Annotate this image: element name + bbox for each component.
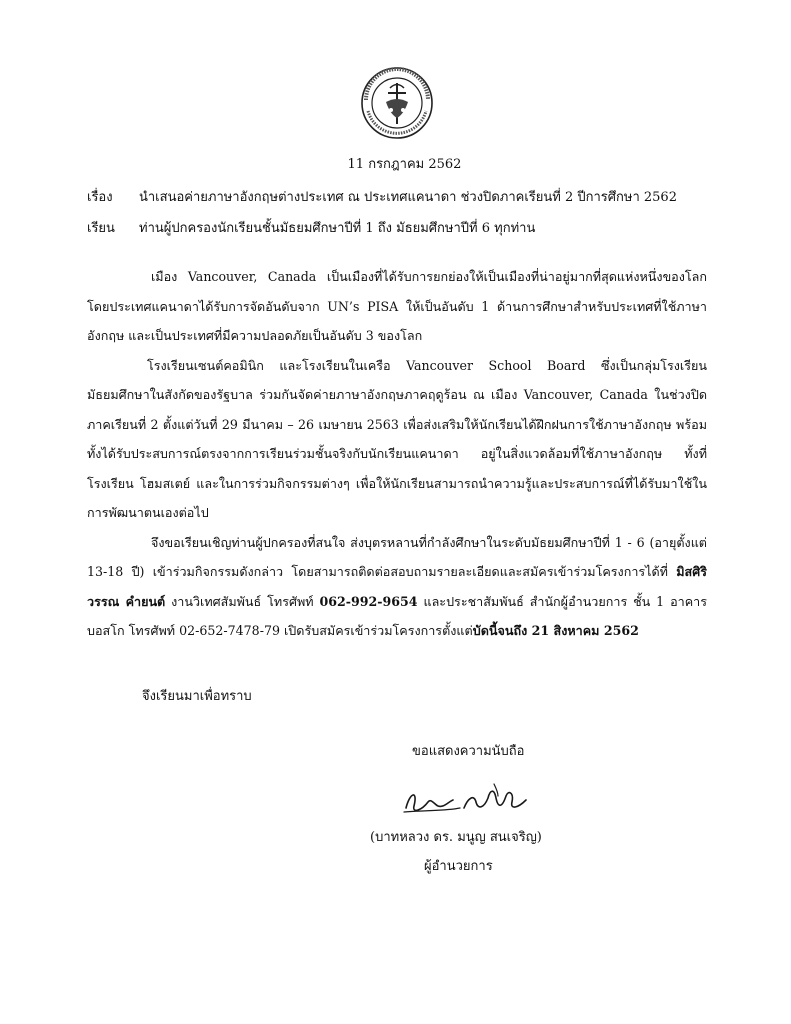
paragraph-invitation (87, 528, 707, 646)
recipient-row (87, 217, 535, 238)
school-seal-icon (360, 66, 434, 140)
application-deadline: บัดนี้จนถึง 21 สิงหาคม 2562 (472, 623, 639, 638)
contact-office: งานวิเทศสัมพันธ์ โทรศัพท์ (165, 593, 320, 609)
subject-row (87, 186, 677, 207)
recipient-text: ท่านผู้ปกครองนักเรียนชั้นมัธยมศึกษาปีที่ 1 ถึง มัธยมศึกษาปีที่ 6 ทุกท่าน (139, 221, 536, 236)
recipient-label: เรียน (87, 221, 115, 236)
regards-line: ขอแสดงความนับถือ (412, 744, 525, 759)
paragraph-vancouver: เมือง Vancouver, Canada เป็นเมืองที่ได้รับการยกย่องให้เป็นเมืองที่น่าอยู่มากที่สุดแห่งหนึ่งของโลก โดยประเทศแคนาดาได้รับการจัดอันดับจาก UN’s PISA ให้เป็นอันดับ 1 ด้านการศึกษาสำหรับประเทศที่ใช้ภาษาอังกฤษ และเป็นประเทศที่มีความปลอดภัยเป็นอันดับ 3 ของโลก (87, 269, 707, 343)
contact-phone: 062-992-9654 (319, 593, 418, 609)
paragraph-program: โรงเรียนเซนต์คอมินิก และโรงเรียนในเครือ Vancouver School Board ซึ่งเป็นกลุ่มโรงเรียนมัธยมศึกษาในสังกัดของรัฐบาล ร่วมกันจัดค่ายภาษาอังกฤษภาคฤดูร้อน ณ เมือง Vancouver, Canada ในช่วงปิดภาคเรียนที่ 2 ตั้งแต่วันที่ 29 มีนาคม – 26 เมษายน 2563 เพื่อส่งเสริมให้นักเรียนได้ฝึกฝนการใช้ภาษาอังกฤษ พร้อมทั้งได้รับประสบการณ์ตรงจากการเรียนร่วมชั้นจริงกับนักเรียนแคนาดา อยู่ในสิ่งแวดล้อมที่ใช้ภาษาอังกฤษ ทั้งที่โรงเรียน โฮมสเตย์ และในการร่วมกิจกรรมต่างๆ เพื่อให้นักเรียนสามารถนำความรู้และประสบการณ์ที่ได้รับมาใช้ในการพัฒนาตนเองต่อไป (87, 357, 707, 520)
letter-body (87, 262, 707, 646)
subject-label: เรื่อง (87, 190, 113, 205)
handwritten-signature-icon (398, 778, 538, 822)
contact-details: และประชาสัมพันธ์ สำนักผู้อำนวยการ ชั้น 1 อาคารบอสโก โทรศัพท์ 02-652-7478-79 เปิดรับสมัครเข้าร่วมโครงการตั้งแต่ (87, 593, 707, 638)
subject-text: นำเสนอค่ายภาษาอังกฤษต่างประเทศ ณ ประเทศแคนาดา ช่วงปิดภาคเรียนที่ 2 ปีการศึกษา 2562 (139, 190, 677, 205)
letter-date: 11 กรกฎาคม 2562 (347, 157, 462, 172)
closing-line: จึงเรียนมาเพื่อทราบ (142, 689, 252, 704)
contact-name: มิสศิริวรรณ คำยนต์ (87, 564, 707, 609)
signer-title: ผู้อำนวยการ (424, 859, 493, 874)
invitation-text: จึงขอเรียนเชิญท่านผู้ปกครองที่สนใจ ส่งบุตรหลานที่กำลังศึกษาในระดับมัธยมศึกษาปีที่ 1 - 6 (อายุตั้งแต่ 13-18 ปี) เข้าร่วมกิจกรรมดังกล่าว โดยสามารถติดต่อสอบถามรายละเอียดและสมัครเข้าร่วมโครงการได้ที่ (87, 534, 707, 579)
signer-name: (บาทหลวง ดร. มนูญ สนเจริญ) (370, 830, 542, 845)
